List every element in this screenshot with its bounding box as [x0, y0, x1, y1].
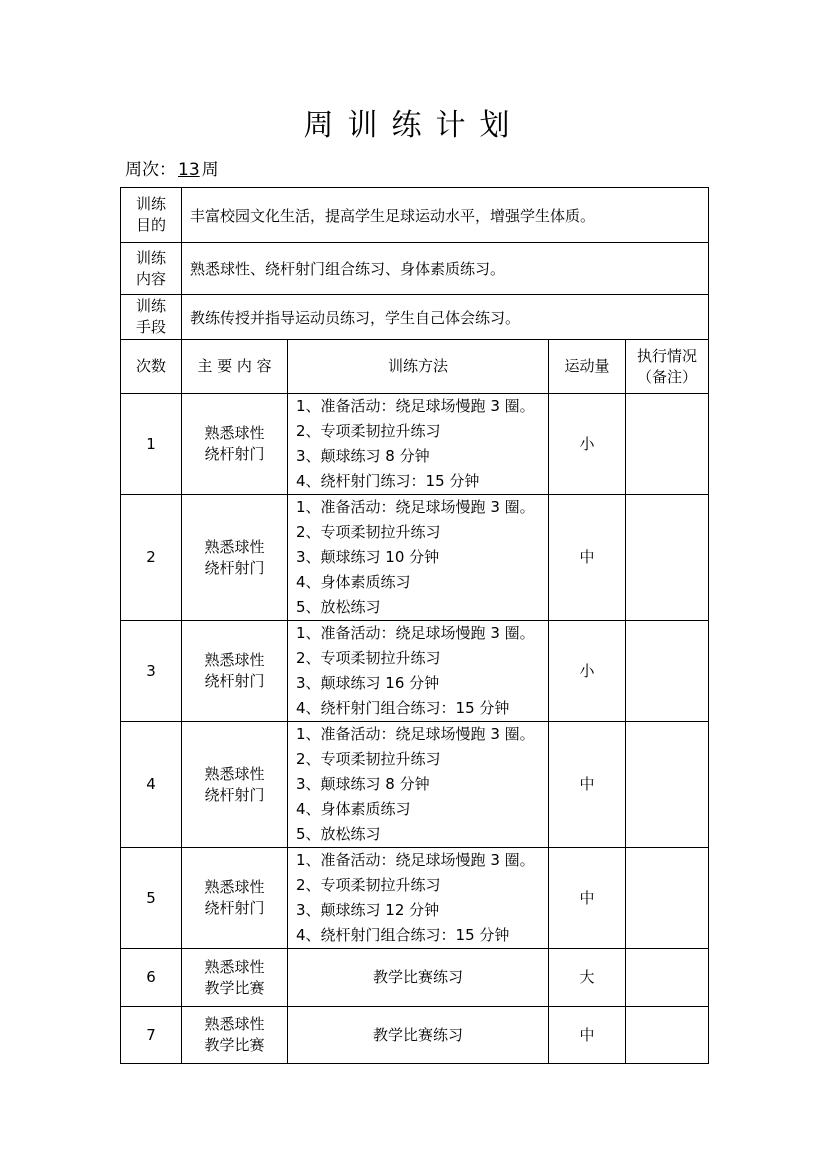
session-methods: 1、准备活动：绕足球场慢跑 3 圈。 2、专项柔韧拉升练习 3、颠球练习 8 分钟 4、绕杆射门练习：15 分钟: [288, 394, 549, 495]
session-methods: 1、准备活动：绕足球场慢跑 3 圈。 2、专项柔韧拉升练习 3、颠球练习 8 分钟 4、身体素质练习 5、放松练习: [288, 722, 549, 848]
session-content: 熟悉球性 绕杆射门: [182, 394, 288, 495]
session-load: 大: [549, 949, 626, 1007]
session-load: 中: [549, 722, 626, 848]
page-title: 周训练计划: [303, 108, 524, 143]
session-methods: 教学比赛练习: [288, 949, 549, 1007]
info-text: 教练传授并指导运动员练习，学生自己体会练习。: [182, 295, 709, 340]
session-number: 1: [121, 394, 182, 495]
session-content: 熟悉球性 绕杆射门: [182, 621, 288, 722]
session-row: [121, 1007, 709, 1064]
session-note: [626, 1007, 709, 1064]
info-row-purpose: [121, 188, 709, 243]
header-method: 训练方法: [288, 340, 549, 394]
info-text: 丰富校园文化生活，提高学生足球运动水平，增强学生体质。: [182, 188, 709, 243]
session-number: 3: [121, 621, 182, 722]
session-number: 2: [121, 495, 182, 621]
session-methods: 1、准备活动：绕足球场慢跑 3 圈。 2、专项柔韧拉升练习 3、颠球练习 12 分钟 4、绕杆射门组合练习：15 分钟: [288, 848, 549, 949]
header-load: 运动量: [549, 340, 626, 394]
week-line: [125, 155, 219, 180]
info-label: 训练 手段: [121, 295, 182, 340]
info-label: 训练 目的: [121, 188, 182, 243]
session-number: 6: [121, 949, 182, 1007]
session-row: [121, 394, 709, 495]
session-content: 熟悉球性 绕杆射门: [182, 722, 288, 848]
session-note: [626, 949, 709, 1007]
session-note: [626, 621, 709, 722]
session-number: 5: [121, 848, 182, 949]
session-note: [626, 722, 709, 848]
session-number: 7: [121, 1007, 182, 1064]
header-row: [121, 340, 709, 394]
session-methods: 1、准备活动：绕足球场慢跑 3 圈。 2、专项柔韧拉升练习 3、颠球练习 16 分钟 4、绕杆射门组合练习：15 分钟: [288, 621, 549, 722]
session-content: 熟悉球性 教学比赛: [182, 949, 288, 1007]
info-label: 训练 内容: [121, 243, 182, 295]
week-unit: 周: [201, 160, 219, 180]
header-session: 次数: [121, 340, 182, 394]
header-content: 主 要 内 容: [182, 340, 288, 394]
session-load: 中: [549, 495, 626, 621]
info-row-content: [121, 243, 709, 295]
session-row: [121, 949, 709, 1007]
session-row: [121, 495, 709, 621]
session-row: [121, 621, 709, 722]
session-load: 小: [549, 394, 626, 495]
session-load: 中: [549, 1007, 626, 1064]
session-load: 小: [549, 621, 626, 722]
header-note: 执行情况 （备注）: [626, 340, 709, 394]
session-methods: 1、准备活动：绕足球场慢跑 3 圈。 2、专项柔韧拉升练习 3、颠球练习 10 分钟 4、身体素质练习 5、放松练习: [288, 495, 549, 621]
training-plan-table: [120, 187, 709, 1064]
session-row: [121, 848, 709, 949]
session-note: [626, 394, 709, 495]
info-row-means: [121, 295, 709, 340]
session-row: [121, 722, 709, 848]
session-number: 4: [121, 722, 182, 848]
session-content: 熟悉球性 教学比赛: [182, 1007, 288, 1064]
session-content: 熟悉球性 绕杆射门: [182, 495, 288, 621]
session-note: [626, 848, 709, 949]
session-content: 熟悉球性 绕杆射门: [182, 848, 288, 949]
session-note: [626, 495, 709, 621]
info-text: 熟悉球性、绕杆射门组合练习、身体素质练习。: [182, 243, 709, 295]
week-number: 13: [178, 160, 200, 180]
session-methods: 教学比赛练习: [288, 1007, 549, 1064]
week-label: 周次：: [125, 160, 176, 180]
session-load: 中: [549, 848, 626, 949]
